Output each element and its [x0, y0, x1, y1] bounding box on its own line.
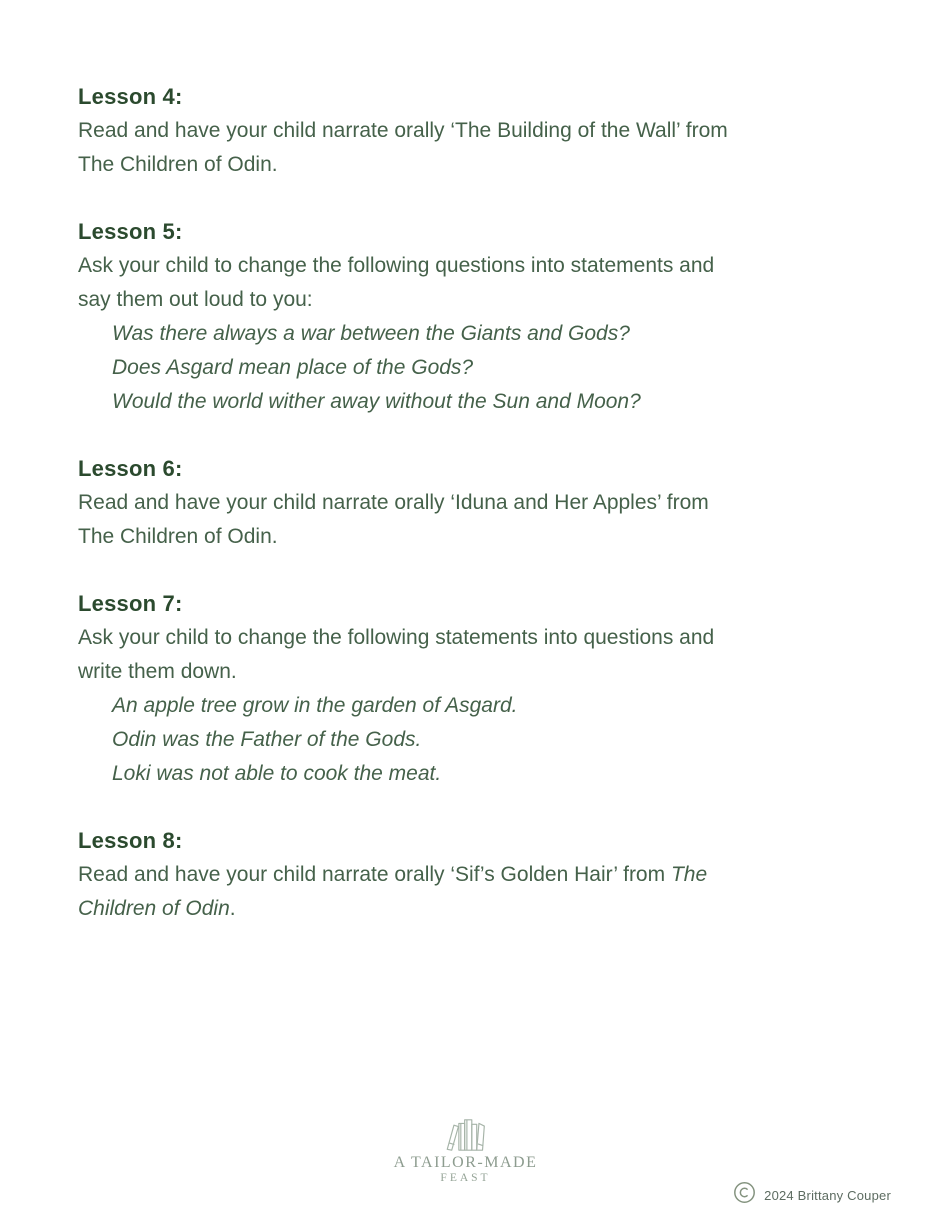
body-line: Ask your child to change the following questions into statements and: [78, 254, 715, 277]
copyright-icon: [733, 1181, 756, 1209]
body-line: [78, 858, 898, 892]
lesson-heading: Lesson 8:: [78, 828, 183, 853]
lesson-heading: Lesson 7:: [78, 591, 183, 616]
brand-logo: [0, 1117, 931, 1185]
practice-statement: Odin was the Father of the Gods.: [112, 728, 422, 751]
body-text: Read and have your child narrate orally ‘Sif’s Golden Hair’ from: [78, 863, 671, 886]
body-line: say them out loud to you:: [78, 288, 313, 311]
lesson-list: [78, 80, 898, 959]
lesson-5-section: [78, 215, 898, 419]
body-line: write them down.: [78, 660, 237, 683]
body-line: The Children of Odin.: [78, 153, 278, 176]
body-line: [78, 892, 898, 926]
lesson-6-section: [78, 452, 898, 554]
body-line: Ask your child to change the following statements into questions and: [78, 626, 715, 649]
copyright: [733, 1181, 891, 1209]
lesson-heading: Lesson 6:: [78, 456, 183, 481]
logo-title: A TAILOR-MADE: [393, 1154, 538, 1171]
body-line: The Children of Odin.: [78, 525, 278, 548]
book-title-text: Children of Odin: [78, 897, 230, 920]
body-line: Read and have your child narrate orally ‘The Building of the Wall’ from: [78, 119, 728, 142]
practice-question: Would the world wither away without the Sun and Moon?: [112, 390, 641, 413]
logo-subtitle: FEAST: [440, 1172, 491, 1184]
body-text: .: [229, 897, 236, 920]
lesson-heading: Lesson 4:: [78, 84, 183, 109]
lesson-7-section: [78, 587, 898, 791]
practice-statement: An apple tree grow in the garden of Asgard.: [112, 694, 518, 717]
books-stack-icon: [0, 1117, 931, 1153]
copyright-text: 2024 Brittany Couper: [764, 1187, 891, 1203]
lesson-8-section: [78, 824, 898, 926]
book-title-text: The: [670, 863, 708, 886]
practice-question: Was there always a war between the Giants and Gods?: [112, 322, 630, 345]
lesson-heading: Lesson 5:: [78, 219, 183, 244]
body-line: Read and have your child narrate orally ‘Iduna and Her Apples’ from: [78, 491, 709, 514]
practice-statement: Loki was not able to cook the meat.: [112, 762, 442, 785]
lesson-4-section: [78, 80, 898, 182]
practice-question: Does Asgard mean place of the Gods?: [112, 356, 474, 379]
